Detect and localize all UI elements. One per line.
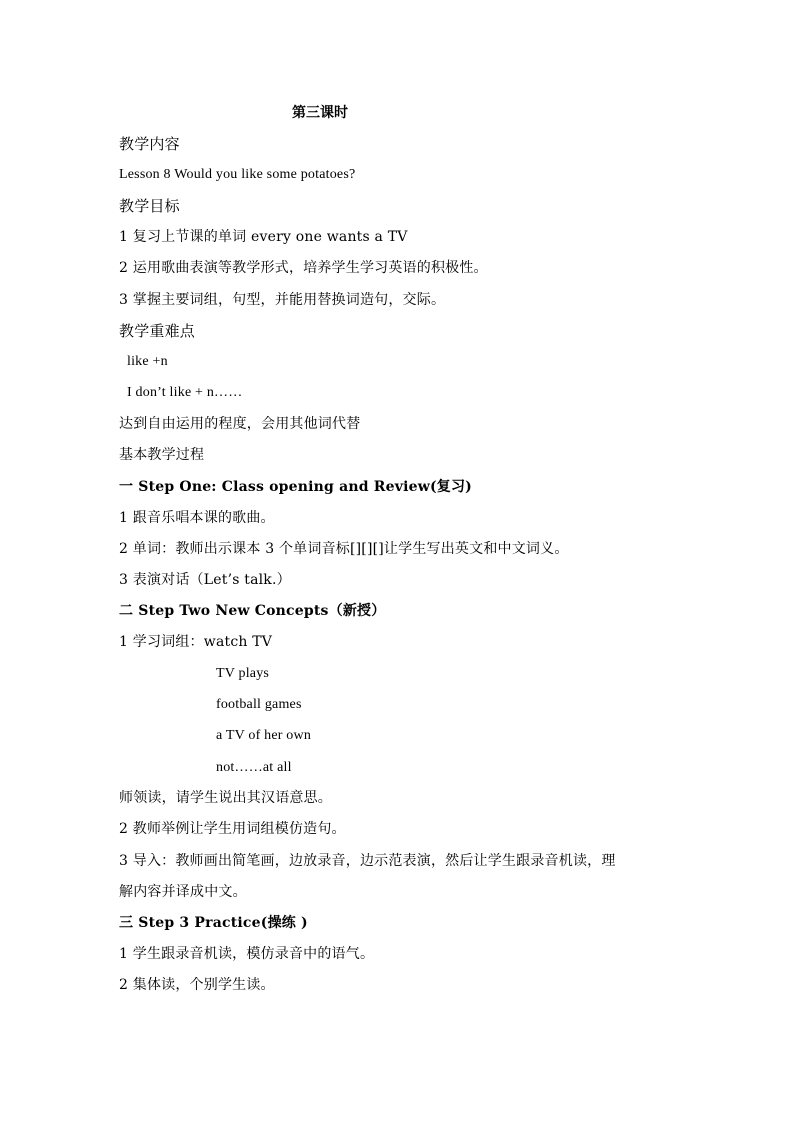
step-three-item-1: 1 学生跟录音机读，模仿录音中的语气。 bbox=[119, 946, 375, 962]
step-two-item-2: 2 教师举例让学生用词组模仿造句。 bbox=[119, 821, 346, 837]
key-point-2: I don’t like + n…… bbox=[127, 385, 243, 400]
phrase-tv-plays: TV plays bbox=[216, 666, 270, 681]
key-point-1: like +n bbox=[127, 354, 168, 369]
step-three-title: 三 Step 3 Practice(操练 ) bbox=[119, 915, 308, 931]
step-two-note: 师领读，请学生说出其汉语意思。 bbox=[119, 790, 332, 806]
step-one-item-3: 3 表演对话（Let’s talk.） bbox=[119, 572, 291, 588]
content-heading: 教学内容 bbox=[119, 135, 180, 153]
step-one-title: 一 Step One: Class opening and Review(复习) bbox=[119, 479, 473, 495]
key-point-3: 达到自由运用的程度，会用其他词代替 bbox=[119, 416, 361, 432]
goal-item-1: 1 复习上节课的单词 every one wants a TV bbox=[119, 229, 408, 245]
phrase-not-at-all: not……at all bbox=[216, 760, 292, 775]
step-two-item-3-line-1: 3 导入：教师画出简笔画，边放录音，边示范表演，然后让学生跟录音机读，理 bbox=[119, 853, 616, 869]
phrase-football-games: football games bbox=[216, 697, 302, 712]
goal-item-3: 3 掌握主要词组，句型，并能用替换词造句，交际。 bbox=[119, 292, 446, 308]
process-heading: 基本教学过程 bbox=[119, 447, 205, 463]
step-three-item-2: 2 集体读，个别学生读。 bbox=[119, 977, 275, 993]
phrase-tv-of-her-own: a TV of her own bbox=[216, 728, 312, 743]
step-one-item-1: 1 跟音乐唱本课的歌曲。 bbox=[119, 510, 275, 526]
step-two-title: 二 Step Two New Concepts（新授） bbox=[119, 603, 386, 619]
step-one-item-2: 2 单词：教师出示课本 3 个单词音标[][][]让学生写出英文和中文词义。 bbox=[119, 541, 569, 557]
lesson-line: Lesson 8 Would you like some potatoes? bbox=[119, 167, 356, 182]
goal-item-2: 2 运用歌曲表演等教学形式，培养学生学习英语的积极性。 bbox=[119, 260, 488, 276]
goals-heading: 教学目标 bbox=[119, 197, 180, 215]
step-two-item-1: 1 学习词组：watch TV bbox=[119, 634, 273, 650]
key-points-heading: 教学重难点 bbox=[119, 322, 196, 340]
step-two-item-3-line-2: 解内容并译成中文。 bbox=[119, 884, 247, 900]
page-title: 第三课时 bbox=[292, 105, 348, 121]
